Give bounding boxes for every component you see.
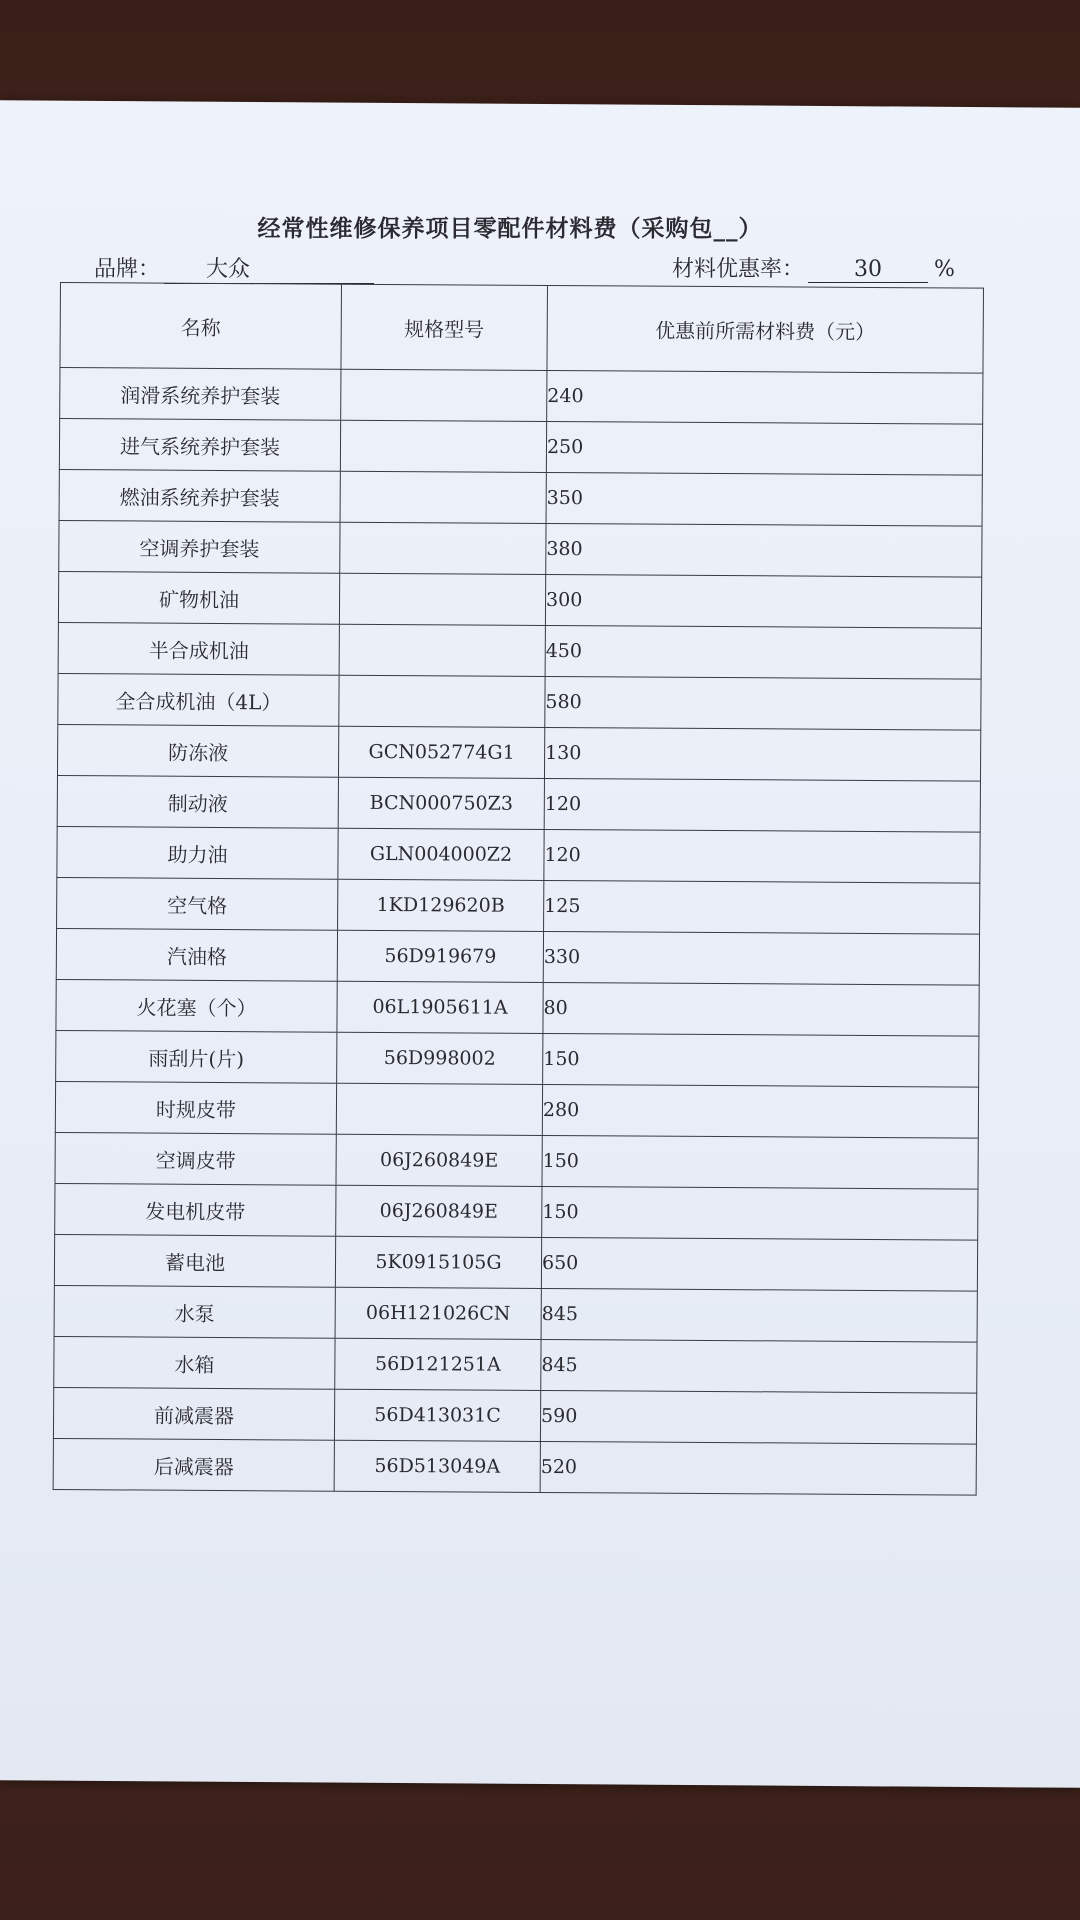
cell-name: 发电机皮带: [55, 1183, 336, 1236]
cell-name: 火花塞（个）: [56, 979, 337, 1032]
cell-price: 520: [540, 1441, 976, 1495]
table-row: [57, 826, 980, 883]
cell-spec: GCN052774G1: [338, 726, 544, 778]
table-row: [57, 775, 980, 832]
cell-price: 330: [543, 931, 979, 985]
cell-spec: [341, 369, 547, 421]
table-row: [55, 1183, 978, 1240]
cell-price: 300: [545, 574, 981, 628]
header-price: 优惠前所需材料费（元）: [547, 285, 984, 373]
cell-spec: 06H121026CN: [335, 1287, 541, 1339]
table-row: [57, 724, 980, 781]
cell-price: 650: [541, 1237, 977, 1291]
table-row: [59, 520, 982, 577]
table-row: [57, 877, 980, 934]
cell-price: 240: [547, 370, 983, 424]
cell-price: 120: [544, 778, 980, 832]
brand-field: [94, 252, 374, 284]
cell-spec: [336, 1083, 542, 1135]
cell-spec: 56D413031C: [334, 1389, 540, 1441]
table-row: [60, 368, 983, 425]
table-row: [58, 673, 981, 730]
cell-price: 130: [544, 727, 980, 781]
discount-value: 30: [808, 257, 928, 283]
cell-spec: [340, 522, 546, 574]
table-row: [53, 1387, 976, 1444]
table-header-row: [60, 283, 984, 374]
discount-unit: %: [934, 257, 955, 282]
cell-name: 空调皮带: [55, 1132, 336, 1185]
cell-price: 150: [543, 1033, 979, 1087]
cell-name: 时规皮带: [55, 1081, 336, 1134]
parts-cost-table: [53, 282, 984, 1496]
cell-price: 580: [545, 676, 981, 730]
cell-spec: [339, 675, 545, 727]
cell-name: 润滑系统养护套装: [60, 368, 341, 421]
header-spec: 规格型号: [341, 284, 548, 370]
discount-label: 材料优惠率：: [672, 257, 805, 282]
cell-name: 蓄电池: [54, 1234, 335, 1287]
cell-spec: 56D998002: [337, 1032, 543, 1084]
cell-name: 进气系统养护套装: [59, 419, 340, 472]
cell-name: 全合成机油（4L）: [58, 673, 339, 726]
cell-price: 125: [544, 880, 980, 934]
cell-name: 半合成机油: [58, 622, 339, 675]
table-row: [56, 928, 979, 985]
table-row: [55, 1132, 978, 1189]
table-row: [56, 979, 979, 1036]
table-row: [59, 469, 982, 526]
cell-spec: BCN000750Z3: [338, 777, 544, 829]
cell-price: 280: [542, 1084, 978, 1138]
cell-spec: GLN004000Z2: [338, 828, 544, 880]
brand-label: 品牌：: [94, 257, 161, 282]
cell-price: 590: [540, 1390, 976, 1444]
cell-name: 助力油: [57, 826, 338, 879]
cell-name: 制动液: [57, 775, 338, 828]
table-row: [54, 1234, 977, 1291]
cell-price: 150: [542, 1135, 978, 1189]
cell-price: 845: [541, 1288, 977, 1342]
cell-spec: 56D121251A: [335, 1338, 541, 1390]
cell-name: 水箱: [54, 1336, 335, 1389]
table-row: [54, 1285, 977, 1342]
cell-name: 汽油格: [56, 928, 337, 981]
discount-rate-field: [672, 252, 955, 283]
cell-price: 80: [543, 982, 979, 1036]
table-row: [54, 1336, 977, 1393]
cell-name: 燃油系统养护套装: [59, 469, 340, 522]
brand-value: 大众: [164, 252, 374, 284]
cell-price: 250: [546, 421, 982, 475]
cell-name: 空调养护套装: [59, 520, 340, 573]
cell-spec: 06J260849E: [336, 1134, 542, 1186]
table-row: [58, 571, 981, 628]
cell-price: 350: [546, 472, 982, 526]
table-row: [56, 1030, 979, 1087]
cell-spec: 56D919679: [337, 930, 543, 982]
header-name: 名称: [60, 283, 342, 370]
cell-name: 前减震器: [53, 1387, 334, 1440]
cell-spec: [339, 624, 545, 676]
cell-price: 380: [546, 523, 982, 577]
table-row: [53, 1438, 976, 1495]
document-title: 经常性维修保养项目零配件材料费（采购包__）: [257, 215, 763, 242]
cell-price: 450: [545, 625, 981, 679]
table-row: [59, 419, 982, 476]
cell-name: 水泵: [54, 1285, 335, 1338]
cell-name: 后减震器: [53, 1438, 334, 1491]
cell-spec: 5K0915105G: [335, 1236, 541, 1288]
cell-spec: 06J260849E: [336, 1185, 542, 1237]
cell-name: 雨刮片(片): [56, 1030, 337, 1083]
cell-name: 矿物机油: [58, 571, 339, 624]
cell-spec: 56D513049A: [334, 1440, 540, 1492]
cell-price: 150: [542, 1186, 978, 1240]
cell-price: 120: [544, 829, 980, 883]
cell-spec: [340, 420, 546, 472]
cell-spec: [340, 471, 546, 523]
table-row: [55, 1081, 978, 1138]
cell-spec: [339, 573, 545, 625]
cell-price: 845: [541, 1339, 977, 1393]
cell-name: 空气格: [57, 877, 338, 930]
table-row: [58, 622, 981, 679]
cell-spec: 06L1905611A: [337, 981, 543, 1033]
cell-name: 防冻液: [57, 724, 338, 777]
cell-spec: 1KD129620B: [338, 879, 544, 931]
